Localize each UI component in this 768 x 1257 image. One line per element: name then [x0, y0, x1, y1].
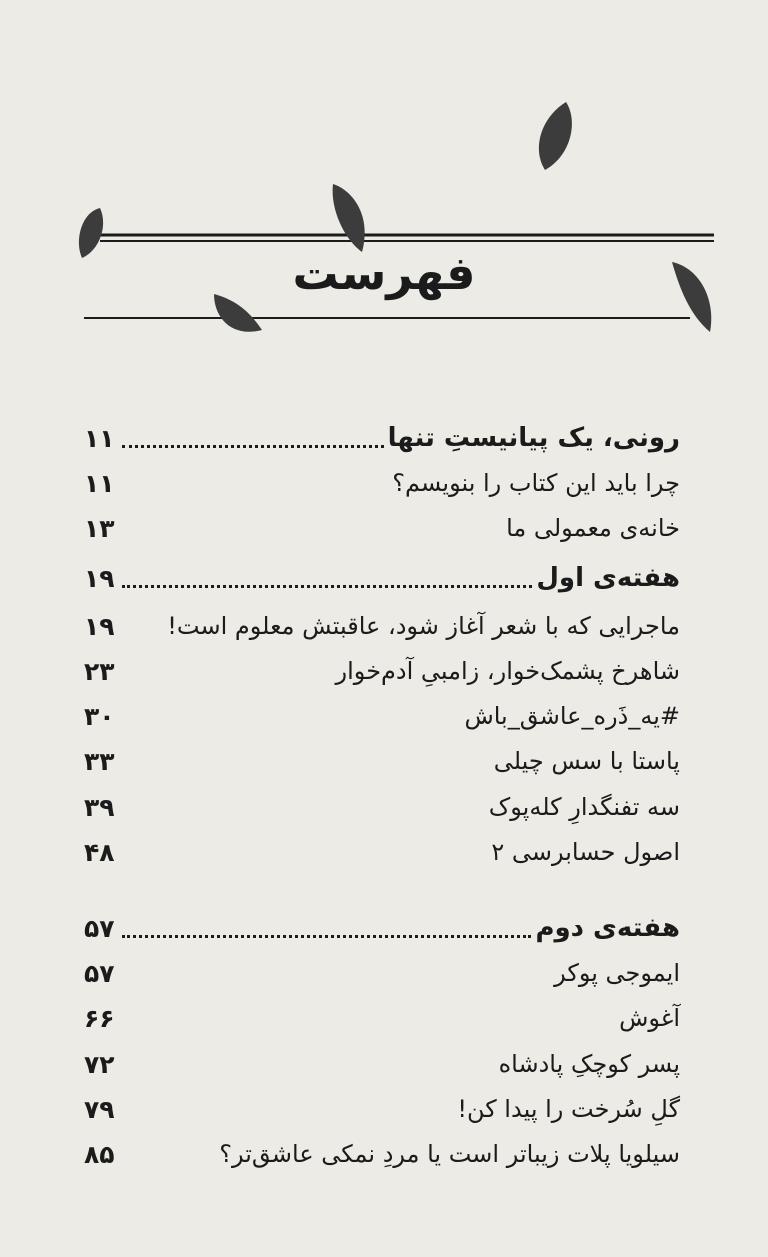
toc-entry-row — [84, 739, 680, 783]
toc-entry-title: خانه‌ی معمولی ما — [506, 514, 680, 542]
toc-page-number: ۵۷ — [84, 913, 115, 943]
dot-leader — [122, 445, 384, 448]
toc-entry-title: چرا باید این کتاب را بنویسم؟ — [392, 469, 680, 497]
toc-page-number: ۱۱ — [84, 423, 115, 453]
toc-entry-row — [84, 1087, 680, 1131]
toc-page-number: ۱۳ — [84, 513, 115, 543]
toc-page-number: ۷۲ — [84, 1049, 115, 1079]
toc-page-number: ۸۵ — [84, 1139, 115, 1169]
toc-entry-row — [84, 649, 680, 693]
page-title: فهرست — [292, 246, 476, 300]
toc-entry-row — [84, 604, 680, 648]
toc-entry-title: هفته‌ی دوم — [535, 913, 680, 943]
title-decoration — [0, 0, 768, 360]
toc-page-number: ۳۹ — [84, 792, 115, 822]
toc-entry-title: ایموجی پوکر — [554, 959, 680, 987]
toc-page-number: ۴۸ — [84, 837, 115, 867]
toc-page-number: ۵۷ — [84, 958, 115, 988]
toc-entry-title: هفته‌ی اول — [536, 563, 680, 593]
toc-entry-row — [84, 461, 680, 505]
toc-entry-title: آغوش — [619, 1004, 680, 1032]
toc-page-number: ۱۹ — [84, 611, 115, 641]
dot-leader — [122, 935, 531, 938]
toc-entry-row — [84, 996, 680, 1040]
toc-page-number: ۶۶ — [84, 1003, 115, 1033]
toc-page-number: ۷۹ — [84, 1094, 115, 1124]
toc-entry-title: ماجرایی که با شعر آغاز شود، عاقبتش معلوم است! — [167, 612, 680, 640]
toc-entry-title: اصول حسابرسی ۲ — [491, 838, 680, 866]
toc-section-row — [84, 906, 680, 950]
toc-entry-title: سه تفنگدارِ کله‌پوک — [488, 793, 680, 821]
toc-entry-title: گلِ سُرخت را پیدا کن! — [457, 1095, 680, 1123]
toc-entry-title: رونی، یک پیانیستِ تنها — [387, 423, 680, 453]
toc-section-row — [84, 416, 680, 460]
toc-entry-row — [84, 951, 680, 995]
toc-page-number: ۳۳ — [84, 746, 115, 776]
leaf-icon — [539, 102, 572, 170]
toc-entry-title: پسر کوچکِ پادشاه — [498, 1050, 680, 1078]
toc-entry-row — [84, 785, 680, 829]
toc-page-number: ۲۳ — [84, 656, 115, 686]
dot-leader — [122, 585, 532, 588]
toc-entry-row — [84, 1132, 680, 1176]
toc-entry-row — [84, 694, 680, 738]
toc-entry-row — [84, 506, 680, 550]
toc-page-number: ۳۰ — [84, 701, 115, 731]
toc-entry-title: شاهرخ پشمک‌خوار، زامبیِ آدم‌خوار — [335, 657, 680, 685]
toc-entry-row — [84, 1042, 680, 1086]
toc-page-number: ۱۱ — [84, 468, 115, 498]
toc-page-number: ۱۹ — [84, 563, 115, 593]
toc-entry-row — [84, 830, 680, 874]
toc-entry-title: سیلویا پلات زیباتر است یا مردِ نمکی عاشق‌تر؟ — [219, 1140, 680, 1168]
toc-entry-title: #یه_ذَره_عاشق_باش — [464, 702, 680, 730]
toc-section-row — [84, 556, 680, 600]
toc-entry-title: پاستا با سس چیلی — [493, 747, 680, 775]
